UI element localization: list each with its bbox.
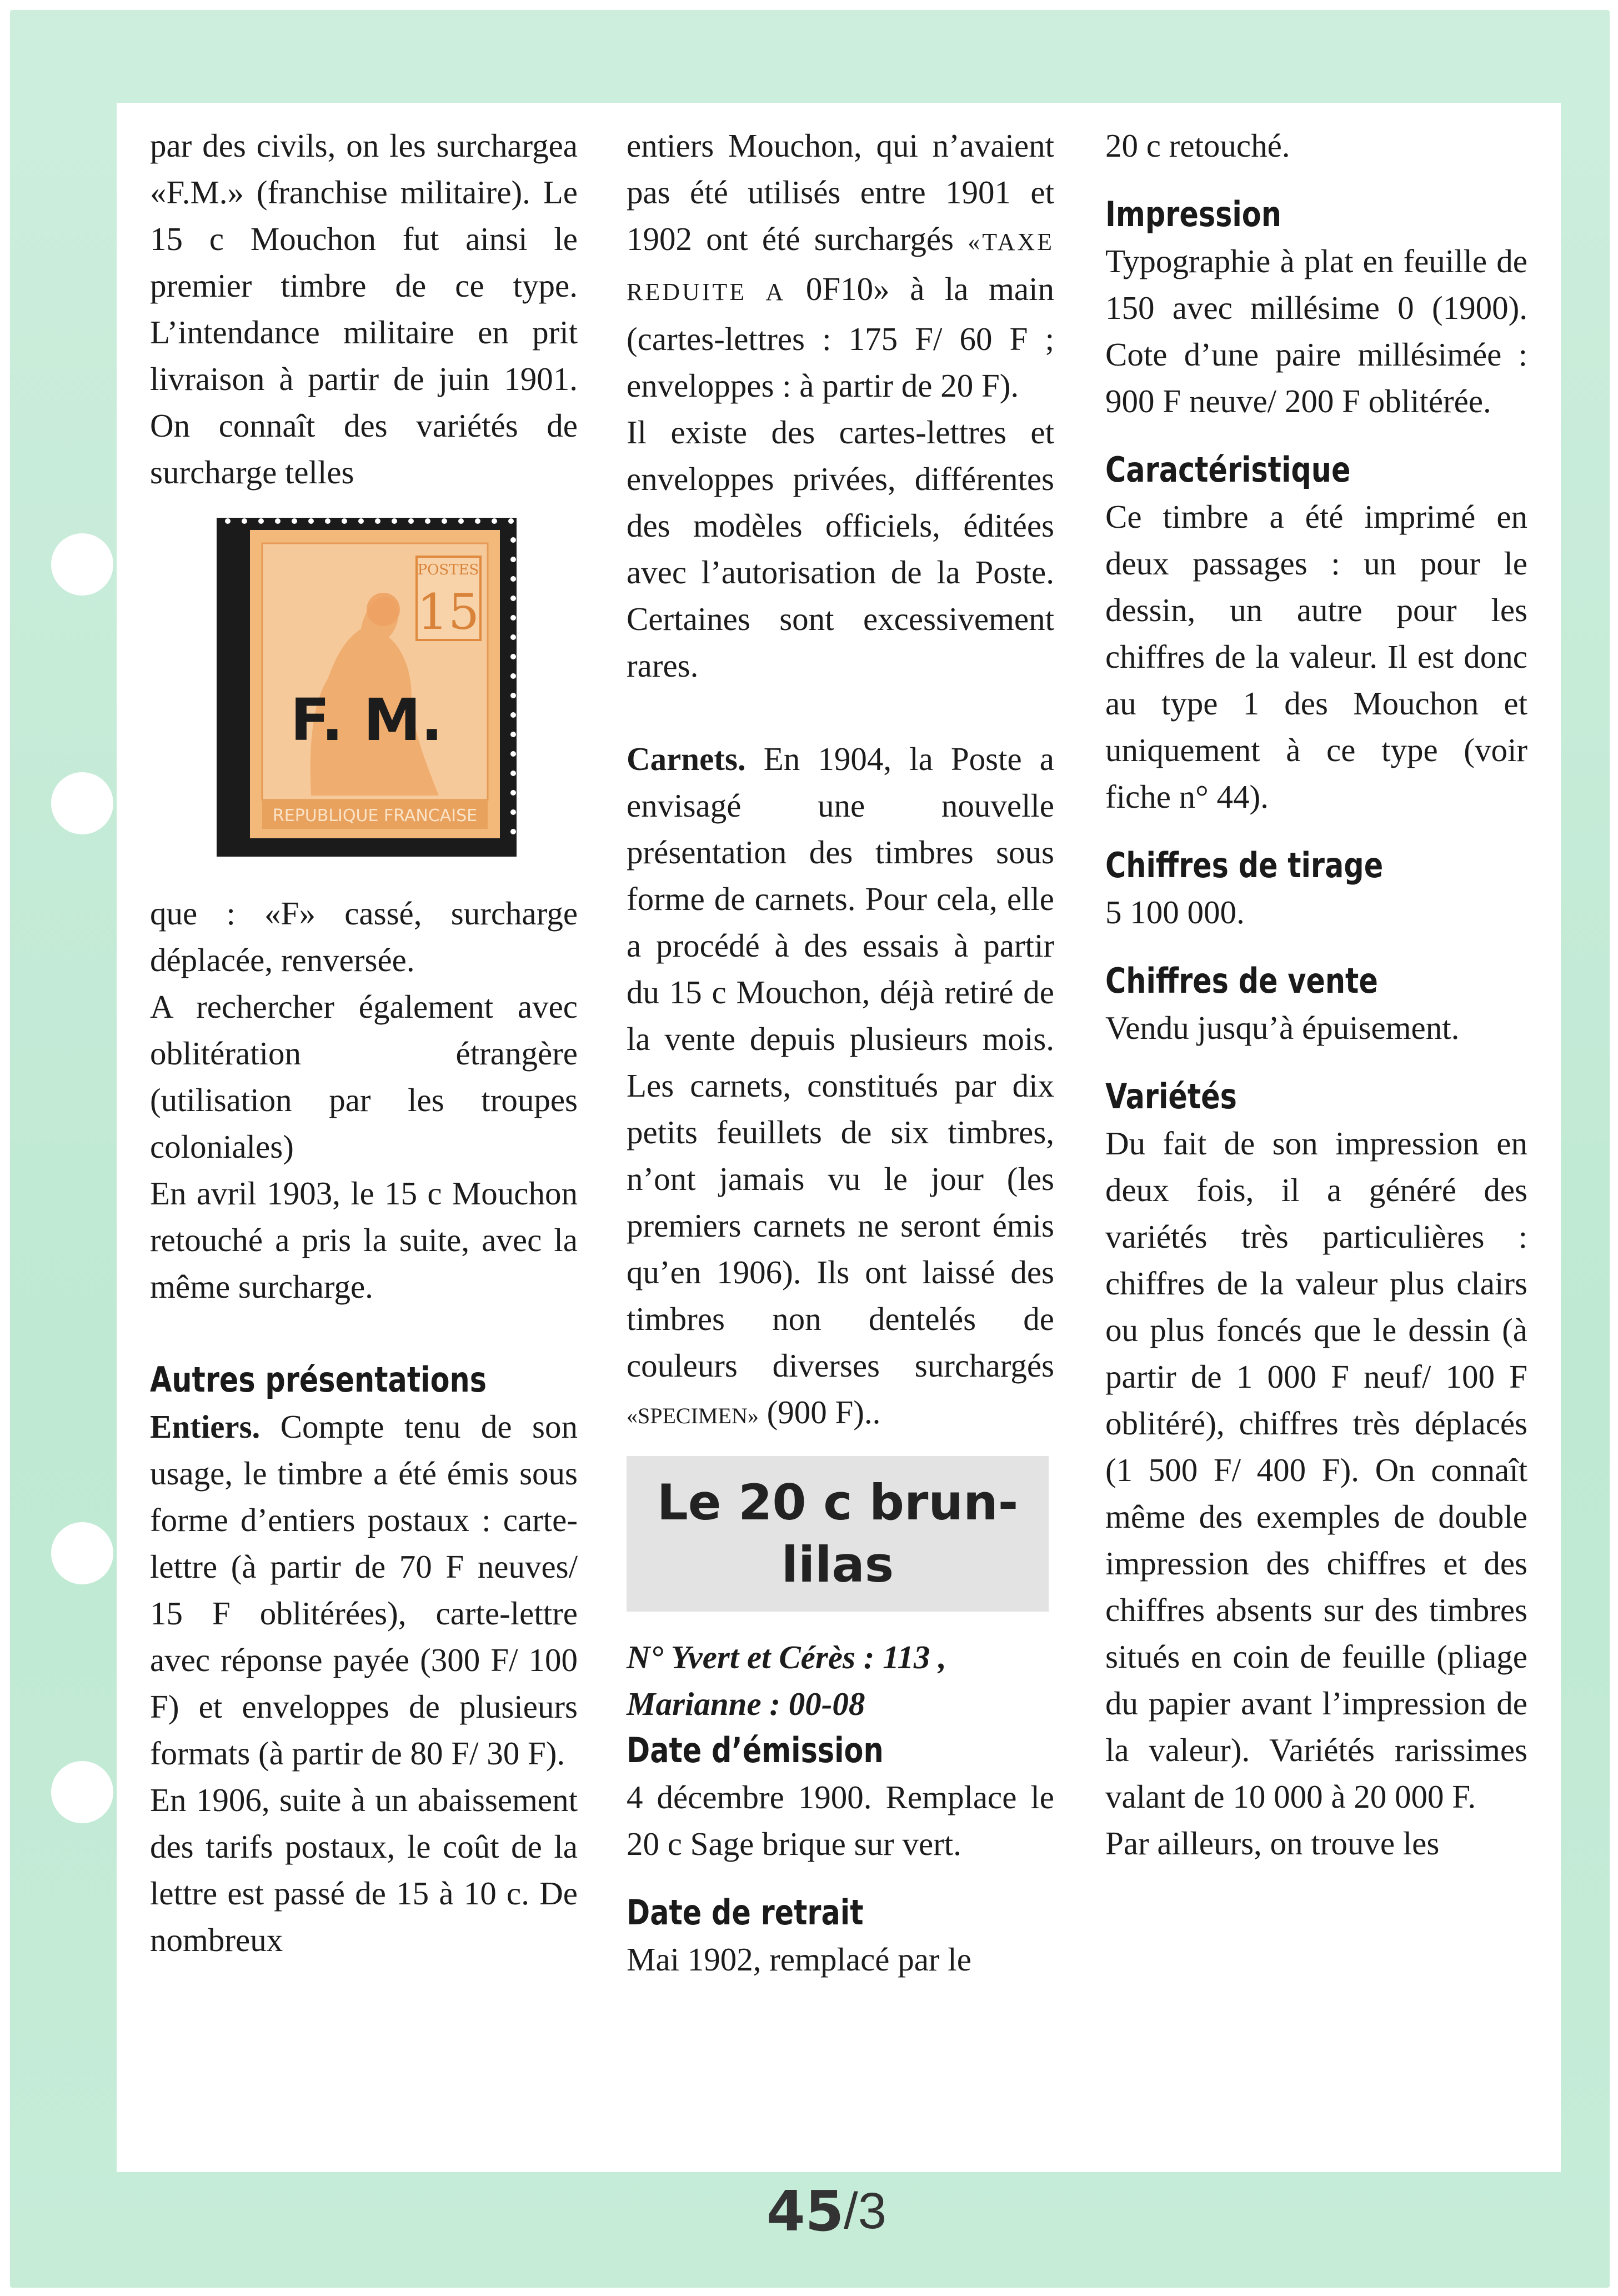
column-3 xyxy=(1105,122,1527,1867)
paragraph-text: En 1904, la Poste a envisagé une nouvelle présentation des timbres sous forme de carnets. Pour cela, elle a procédé à des essais à partir du 15 c Mouchon, déjà retiré de la vente depuis plusieurs mois. Les carnets, constitués par dix petits feuillets de six timbres, n’ont jamais vu le jour (les premiers carnets ne seront émis qu’en 1906). Ils ont laissé des timbres non dentelés de couleurs diverses surchargés xyxy=(627,741,1054,1384)
page-number xyxy=(767,2178,989,2244)
paragraph: En avril 1903, le 15 c Mouchon retouché a pris la suite, avec la même surcharge. xyxy=(150,1175,578,1305)
paragraph: Mai 1902, remplacé par le xyxy=(627,1941,971,1978)
stamp-title-box xyxy=(627,1456,1049,1612)
small-caps-text: «TAXE REDUITE A xyxy=(627,228,1054,306)
paragraph xyxy=(627,122,1054,409)
paragraph: En 1906, suite à un abaissement des tarifs postaux, le coût de la lettre est passé de 15 à 10 c. De nombreux xyxy=(150,1782,578,1958)
paragraph-lead: Carnets. xyxy=(627,741,746,777)
paragraph: par des civils, on les surchargea «F.M.» (franchise militaire). Le 15 c Mouchon fut ainsi le premier timbre de ce type. L’intendance militaire en prit livraison à partir de juin 1901. On connaît des variétés de surcharge telles xyxy=(150,127,578,491)
binder-hole xyxy=(51,772,113,834)
stamp-value: 15 xyxy=(417,583,479,641)
paragraph xyxy=(627,736,1054,1439)
binder-hole xyxy=(51,533,113,596)
page-number-sub: /3 xyxy=(844,2182,886,2239)
section-heading: Chiffres de tirage xyxy=(1105,845,1384,886)
paragraph: A rechercher également avec oblitération étrangère (utilisation par les troupes coloniales) xyxy=(150,988,578,1165)
section-heading: Variétés xyxy=(1105,1076,1237,1117)
section-heading: Date d’émission xyxy=(627,1730,884,1770)
stamp-title-line: Le 20 c brun- xyxy=(657,1474,1019,1531)
stamp-image xyxy=(217,518,517,857)
catalog-number: N° Yvert et Cérès : 113 , xyxy=(627,1639,946,1675)
binder-hole xyxy=(51,1522,113,1584)
paragraph: Typographie à plat en feuille de 150 avec millésime 0 (1900). Cote d’une paire millésimée : 900 F neuve/ 200 F oblitérée. xyxy=(1105,243,1527,419)
paragraph: Ce timbre a été imprimé en deux passages : un pour le dessin, un autre pour les chiffres de la valeur. Il est donc au type 1 des Mouchon et uniquement à ce type (voir fiche n° 44). xyxy=(1105,498,1527,815)
binder-hole xyxy=(51,1761,113,1823)
small-caps-text: «SPECIMEN» xyxy=(627,1403,759,1428)
paragraph: Il existe des cartes-lettres et enveloppes privées, différentes des modèles officiels, éditées avec l’autorisation de la Poste. Certaines sont excessivement rares. xyxy=(627,414,1054,684)
paragraph: 4 décembre 1900. Remplace le 20 c Sage brique sur vert. xyxy=(627,1779,1054,1862)
stamp-title-line: lilas xyxy=(781,1536,894,1593)
column-2 xyxy=(627,122,1054,1983)
column-1 xyxy=(150,122,578,1963)
paragraph-text: (900 F).. xyxy=(758,1394,881,1430)
paragraph: que : «F» cassé, surcharge déplacée, renversée. xyxy=(150,895,578,978)
section-heading: Caractéristique xyxy=(1105,449,1351,490)
stamp-overprint: F. M. xyxy=(290,686,443,754)
paragraph-text: 0F10» à la main (cartes-lettres : 175 F/ 60 F ; enveloppes : à partir de 20 F). xyxy=(627,271,1054,404)
paragraph: Du fait de son impression en deux fois, il a généré des variétés très particulières : chiffres de la valeur plus clairs ou plus foncés que le dessin (à partir de 1 000 F neuf/ 100 F oblitéré), chiffres très déplacés (1 500 F/ 400 F). On connaît même des exemples de double impression des chiffres et des chiffres absents sur des timbres situés en coin de feuille (pliage du papier avant l’impression de la valeur). Variétés rarissimes valant de 10 000 à 20 000 F. xyxy=(1105,1125,1527,1815)
paragraph: 5 100 000. xyxy=(1105,894,1245,931)
page-number-main: 45 xyxy=(767,2178,844,2244)
paragraph: Par ailleurs, on trouve les xyxy=(1105,1825,1440,1862)
paragraph-text: entiers Mouchon, qui n’avaient pas été utilisés entre 1901 et 1902 ont été surchargés xyxy=(627,127,1054,257)
paragraph-lead: Entiers. xyxy=(150,1408,261,1445)
paragraph-text: Compte tenu de son usage, le timbre a été émis sous forme d’entiers postaux : carte-lettre (à partir de 70 F neuves/ 15 F oblitérées), carte-lettre avec réponse payée (300 F/ 100 F) et enveloppes de plusieurs formats (à partir de 80 F/ 30 F). xyxy=(150,1408,578,1772)
section-heading: Autres présentations xyxy=(150,1359,487,1400)
stamp-illustration xyxy=(217,518,517,857)
stamp-country: REPUBLIQUE FRANCAISE xyxy=(272,806,478,826)
section-heading: Chiffres de vente xyxy=(1105,961,1378,1001)
paragraph: Vendu jusqu’à épuisement. xyxy=(1105,1009,1460,1046)
catalog-number: Marianne : 00-08 xyxy=(627,1685,865,1722)
stamp-postes-label: POSTES xyxy=(417,562,479,578)
section-heading: Date de retrait xyxy=(627,1892,864,1933)
section-heading: Impression xyxy=(1105,194,1281,234)
paragraph: 20 c retouché. xyxy=(1105,127,1290,164)
paragraph xyxy=(150,1403,578,1777)
